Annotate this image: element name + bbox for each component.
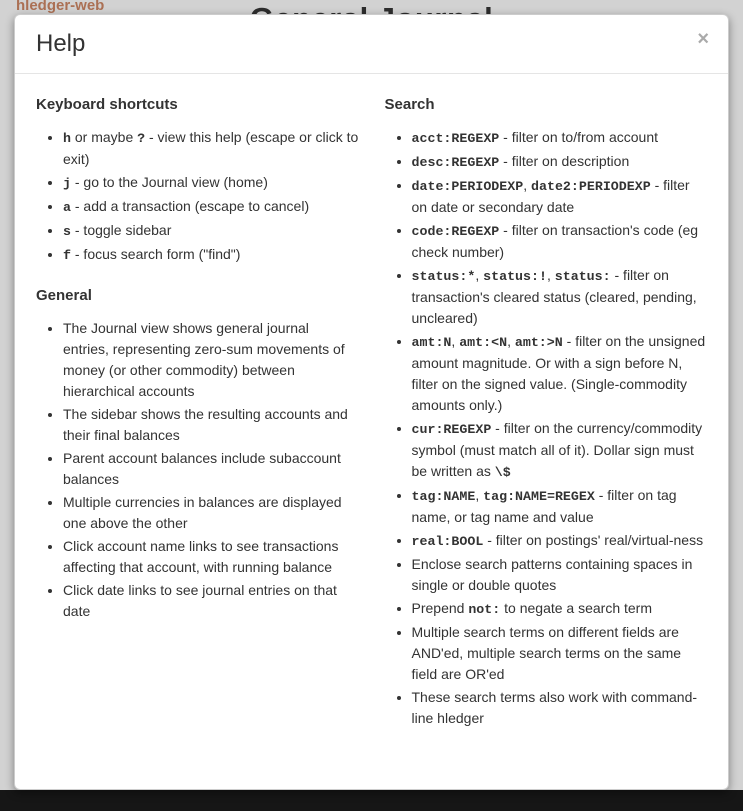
item-text: - filter on the unsigned amount magnitude. Or with a sign before N, filter on the signed value. (Single-commodity amounts only.) [411,332,706,413]
item-text: - go to the Journal view (home) [70,174,268,191]
help-modal [14,14,729,790]
item-text: Enclose search patterns containing spaces in single or double quotes [411,555,693,593]
code-term: amt:<N [459,334,508,350]
list-item [63,244,359,266]
item-text: These search terms also work with command-line hledger [411,688,698,726]
item-text: , [507,332,515,349]
code-term: status: [554,269,611,285]
item-text: or maybe [70,129,138,146]
item-text: - filter on description [499,153,630,170]
list-item [63,536,359,578]
section-heading: Search [384,95,435,113]
list-item [412,220,708,263]
code-term: desc:REGEXP [411,155,500,171]
list-item [412,151,708,173]
list-item [63,492,359,534]
item-text: - filter on the currency/commodity symbol (must match all of it). Dollar sign must be written as [411,419,703,479]
item-text: - view this help (escape or click to exit) [63,129,359,168]
item-text: Click account name links to see transactions affecting that account, with running balance [63,538,339,576]
item-text: , [475,486,484,503]
code-term: cur:REGEXP [411,421,492,437]
code-term: amt:N [411,334,452,350]
list-item [412,554,708,596]
code-term: \$ [494,464,511,480]
item-text: The sidebar shows the resulting accounts and their final balances [63,406,348,444]
code-term: status:! [483,269,547,285]
item-text: Parent account balances include subaccount balances [63,450,341,488]
item-text: - toggle sidebar [70,222,172,239]
item-text: Multiple search terms on different fields are AND'ed, multiple search terms on the same field are OR'ed [411,623,682,682]
code-term: h [63,131,71,147]
code-term: status:* [411,269,476,285]
modal-header [15,15,728,74]
code-term: s [63,224,71,240]
modal-body [15,74,728,757]
code-term: a [63,200,71,216]
item-text: - filter on date or secondary date [411,177,690,216]
section-heading: General [36,286,92,304]
list-item [63,580,359,622]
code-term: code:REGEXP [411,224,500,240]
list-item [63,318,359,402]
list-item [63,448,359,490]
code-term: ? [137,131,146,147]
code-term: j [63,176,71,192]
list-item [412,418,708,483]
item-text: Multiple currencies in balances are displayed one above the other [63,494,342,532]
help-list [385,127,708,728]
item-text: - filter on tag name, or tag name and value [411,486,677,525]
app-brand-link: hledger-web [16,0,105,14]
code-term: acct:REGEXP [411,131,500,147]
page-bottom-bar [0,790,743,811]
close-icon[interactable]: × [693,27,713,51]
item-text: , [523,177,531,194]
section-heading: Keyboard shortcuts [36,95,178,113]
code-term: date2:PERIODEXP [531,179,651,195]
help-list [36,127,359,266]
item-text: Click date links to see journal entries on that date [63,582,337,620]
code-term: real:BOOL [411,533,484,549]
item-text: - focus search form ("find") [70,246,241,263]
code-term: not: [468,601,501,617]
list-item [412,175,708,218]
help-list [36,318,359,622]
item-text: , [451,332,460,349]
list-item [412,687,708,729]
list-item [63,196,359,218]
code-term: f [63,248,71,264]
item-text: , [475,267,484,284]
modal-title: Help [36,30,86,57]
item-text: - filter on transaction's code (eg check number) [411,222,699,261]
code-term: date:PERIODEXP [411,179,524,195]
code-term: tag:NAME=REGEX [483,488,595,504]
list-item [412,530,708,552]
list-item [412,485,708,528]
code-term: amt:>N [514,334,563,350]
item-text: - filter on transaction's cleared status (cleared, pending, uncleared) [411,267,697,326]
item-text: The Journal view shows general journal entries, representing zero-sum movements of money (or other commodity) between hierarchical accounts [63,320,345,400]
list-item [412,598,708,620]
item-text: Prepend [411,599,469,616]
item-text: , [546,267,555,284]
item-text: - add a transaction (escape to cancel) [70,198,310,215]
item-text: to negate a search term [500,599,653,616]
list-item [412,127,708,149]
list-item [63,172,359,194]
item-text: - filter on to/from account [499,129,659,146]
help-column-left [36,94,359,737]
list-item [63,127,359,170]
list-item [63,220,359,242]
item-text: - filter on postings' real/virtual-ness [483,531,704,548]
list-item [412,331,708,416]
help-column-right [385,94,708,737]
list-item [63,404,359,446]
list-item [412,622,708,685]
list-item [412,265,708,329]
code-term: tag:NAME [411,488,476,504]
